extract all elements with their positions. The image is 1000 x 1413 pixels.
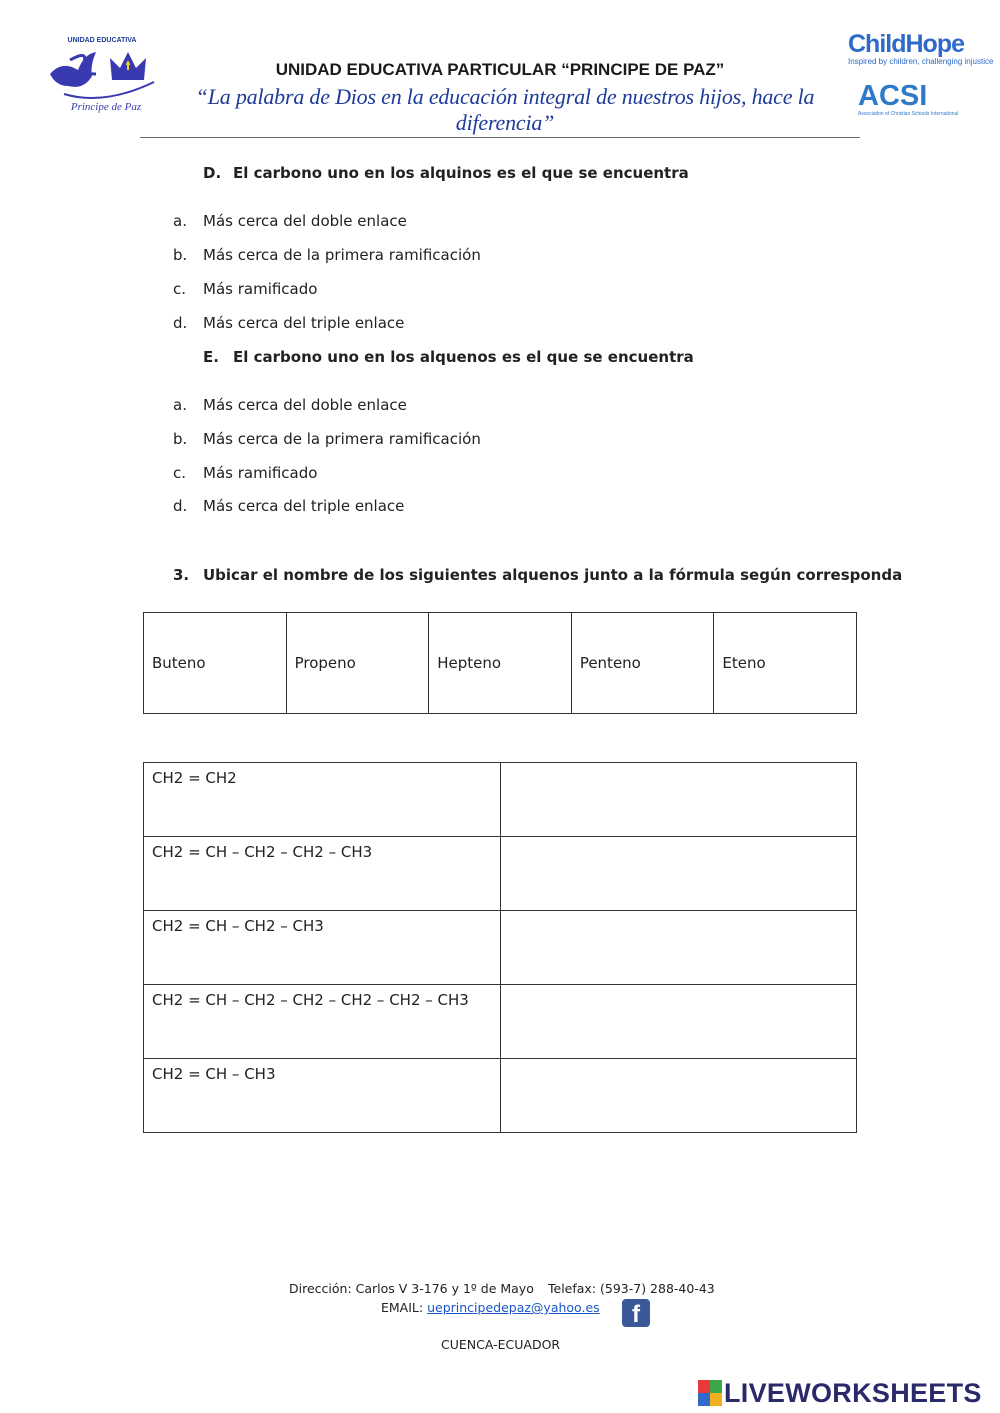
answer-drop-cell[interactable] — [500, 911, 856, 985]
alkene-name-cell[interactable]: Buteno — [144, 613, 287, 714]
question-d-label: D. — [203, 164, 222, 182]
answer-drop-cell[interactable] — [500, 1059, 856, 1133]
alkene-name-cell[interactable]: Eteno — [714, 613, 857, 714]
footer-phone: Telefax: (593-7) 288-40-43 — [548, 1281, 715, 1296]
question-e-option-a: Más cerca del doble enlace — [203, 396, 407, 414]
question-e-option-c-letter: c. — [173, 464, 187, 482]
school-motto: “La palabra de Dios en la educación integral de nuestros hijos, hace la diferencia” — [195, 84, 815, 135]
question-d-option-b: Más cerca de la primera ramificación — [203, 246, 481, 264]
acsi-name: ACSI — [858, 80, 928, 112]
liveworksheets-text: LIVEWORKSHEETS — [724, 1377, 982, 1408]
footer-email-label: EMAIL: — [381, 1300, 424, 1315]
question-3-label: 3. — [173, 566, 190, 584]
table-row — [144, 985, 857, 1059]
table-row — [144, 613, 857, 714]
acsi-logo — [858, 80, 968, 124]
alkene-name-cell[interactable]: Propeno — [286, 613, 429, 714]
question-d-option-c-letter: c. — [173, 280, 187, 298]
footer-city: CUENCA-ECUADOR — [441, 1337, 561, 1352]
footer-address: Dirección: Carlos V 3-176 y 1º de Mayo — [289, 1281, 534, 1296]
alkene-name-cell[interactable]: Penteno — [571, 613, 714, 714]
question-d-option-b-letter: b. — [173, 246, 188, 264]
facebook-icon[interactable]: f — [622, 1299, 650, 1327]
question-d-option-a: Más cerca del doble enlace — [203, 212, 407, 230]
question-e-label: E. — [203, 348, 219, 366]
table-row — [144, 837, 857, 911]
formula-matching-table — [143, 762, 857, 1133]
formula-cell: CH2 = CH – CH2 – CH3 — [144, 911, 501, 985]
question-e-option-b-letter: b. — [173, 430, 188, 448]
table-row — [144, 911, 857, 985]
question-e-option-c: Más ramificado — [203, 464, 318, 482]
liveworksheets-brand[interactable] — [698, 1376, 982, 1410]
question-e-option-d-letter: d. — [173, 497, 188, 515]
formula-cell: CH2 = CH – CH2 – CH2 – CH2 – CH2 – CH3 — [144, 985, 501, 1059]
acsi-tagline: Association of Christian Schools International — [858, 111, 959, 117]
footer-email-link[interactable]: ueprincipedepaz@yahoo.es — [427, 1300, 600, 1315]
question-d-option-a-letter: a. — [173, 212, 187, 230]
header-divider — [140, 137, 860, 138]
question-d-option-c: Más ramificado — [203, 280, 318, 298]
footer-email-line — [381, 1300, 600, 1315]
question-d-option-d: Más cerca del triple enlace — [203, 314, 405, 332]
answer-drop-cell[interactable] — [500, 763, 856, 837]
table-row — [144, 763, 857, 837]
alkene-names-table — [143, 612, 857, 714]
question-3-title: Ubicar el nombre de los siguientes alquenos junto a la fórmula según corresponda — [203, 566, 903, 584]
logo-top-text: UNIDAD EDUCATIVA — [67, 37, 137, 44]
school-name: UNIDAD EDUCATIVA PARTICULAR “PRINCIPE DE PAZ” — [275, 60, 725, 79]
formula-cell: CH2 = CH – CH3 — [144, 1059, 501, 1133]
childhope-logo — [848, 30, 994, 74]
logo-script-text: Principe de Paz — [70, 101, 142, 113]
answer-drop-cell[interactable] — [500, 837, 856, 911]
formula-cell: CH2 = CH2 — [144, 763, 501, 837]
alkene-name-cell[interactable]: Hepteno — [429, 613, 572, 714]
table-row — [144, 1059, 857, 1133]
question-e-option-d: Más cerca del triple enlace — [203, 497, 405, 515]
question-e-option-a-letter: a. — [173, 396, 187, 414]
liveworksheets-logo-icon — [698, 1380, 722, 1406]
school-logo — [44, 34, 164, 120]
formula-cell: CH2 = CH – CH2 – CH2 – CH3 — [144, 837, 501, 911]
answer-drop-cell[interactable] — [500, 985, 856, 1059]
question-e-option-b: Más cerca de la primera ramificación — [203, 430, 481, 448]
school-logo-graphic — [44, 34, 164, 120]
question-d-option-d-letter: d. — [173, 314, 188, 332]
childhope-name: ChildHope — [848, 30, 964, 58]
question-d-title: El carbono uno en los alquinos es el que se encuentra — [233, 164, 689, 182]
question-e-title: El carbono uno en los alquenos es el que se encuentra — [233, 348, 694, 366]
childhope-tagline: Inspired by children, challenging injustice — [848, 57, 994, 66]
